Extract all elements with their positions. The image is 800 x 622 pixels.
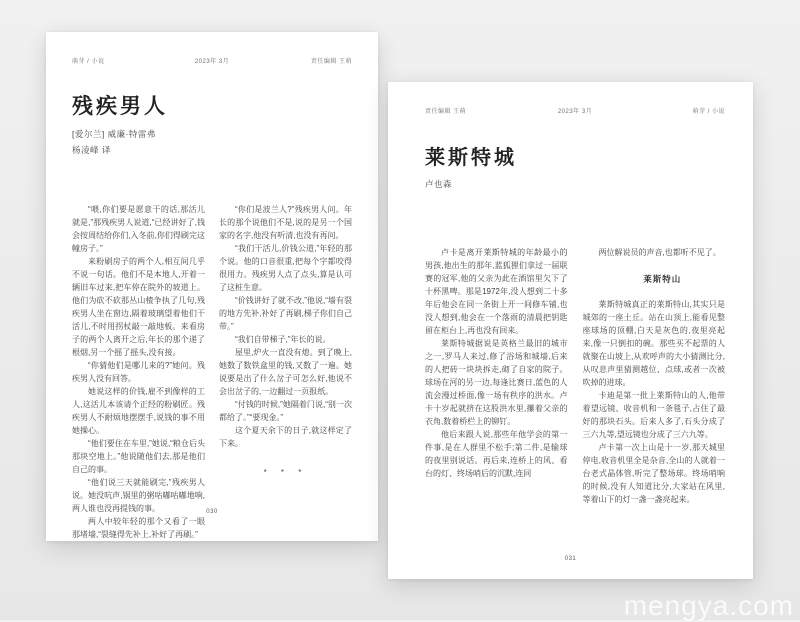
paragraph: “价钱讲好了就不改,”他说,“墙有裂的地方先补,补好了再刷,梯子你们自己带。” (219, 296, 352, 332)
section-label: 萌芽 / 小说 (692, 109, 725, 115)
paragraph: 这个夏天余下的日子,就这样定了下来。 (219, 426, 352, 449)
page-left-content (46, 32, 378, 541)
body-columns (425, 246, 725, 506)
paragraph: 莱斯特城据说是英格兰最旧的城市之一,罗马人来过,修了浴场和城墙,后来的人把砖一块块拆走,砌了自家的院子。球场在河的另一边,每逢比赛日,蓝色的人流会漫过桥面,像一场有秩序的洪水。卢卡十岁起就挤在这股洪水里,攥着父亲的衣角,数着桥栏上的铆钉。 (425, 339, 568, 426)
issue-date: 2023年 3月 (557, 109, 593, 115)
paragraph: “你猜他们是哪儿来的?”她问。残疾男人没有回答。 (72, 361, 205, 384)
paragraph: 两位解说员的声音,也都听不见了。 (598, 248, 721, 257)
asterisk-separator: * * * (263, 468, 308, 478)
paragraph: 屋里,炉火一直没有熄。到了晚上,她数了数铁盒里的钱,又数了一遍。她说要是出了什么岔子可怎么好,他说不会出岔子的,一边翻过一页报纸。 (219, 348, 352, 397)
magazine-page-right (388, 82, 753, 579)
paragraph: 他后来跟人说,那些年他学会的第一件事,是在人群里不松手;第二件,是输球的夜里别说话。再后来,连桥上的风、看台的灯、终场哨后的沉默,连同 (425, 430, 568, 478)
running-head (72, 56, 352, 65)
text-column-1 (72, 203, 205, 541)
magazine-page-left (46, 32, 378, 541)
paragraph: 莱斯特城真正的莱斯特山,其实只是城郊的一座土丘。站在山顶上,能看见整座球场的顶棚,白天是灰色的,夜里亮起来,像一只倒扣的碗。那些买不起票的人就聚在山坡上,从欢呼声的大小猜测比分,从叹息声里猜测越位、点球,或者一次被吹掉的进球。 (582, 300, 725, 387)
text-column-2 (219, 203, 352, 541)
text-column-1 (425, 246, 568, 506)
paragraph: “我们干活儿,价钱公道,”年轻的那个说。他的口音很重,把每个字都咬得很用力。残疾男人点了点头,算是认可了这桩生意。 (219, 244, 352, 293)
page-right-content (388, 82, 753, 579)
story-author: 卢也森 (425, 179, 453, 189)
section-label: 萌芽 / 小说 (72, 59, 105, 65)
paragraph: 卢卡是离开莱斯特城的年龄最小的男孩,他出生的那年,蓝狐狸们拿过一届联赛的冠军,他的父亲为此在酒馆里欠下了十杯黑啤。那是1972年,没人想到二十多年后他会在同一条街上开一间修车铺,也没人想到,他会在一个落雨的清晨把钥匙留在柜台上,再也没有回来。 (425, 248, 568, 335)
site-watermark: mengya.com (623, 590, 794, 621)
paragraph: 两人中较年轻的那个又看了一眼那堵墙,“裂缝得先补上,补好了再刷。” (72, 517, 205, 540)
page-number: 030 (206, 509, 218, 515)
paragraph: “他们要住在车里,”她说,“粮仓后头那块空地上。”他说随他们去,那是他们自己的事。 (72, 439, 205, 475)
story-title: 莱斯特城 (425, 147, 517, 169)
page-number: 031 (564, 556, 577, 562)
paragraph: “他们说三天就能刷完,”残疾男人说。她没吭声,锅里的粥咕嘟咕嘟地响,两人谁也没再提钱的事。 (72, 478, 205, 514)
paragraph: 卢卡第一次上山是十一岁,那天城里停电,收音机里全是杂音,全山的人就着一台老式晶体管,听完了整场球。终场哨响的时候,没有人知道比分,大家站在风里,等着山下的灯一盏一盏亮起来。 (582, 443, 725, 504)
story-title: 残疾男人 (72, 95, 168, 118)
paragraph: 来粉刷房子的两个人,相互间几乎不说一句话。他们不是本地人,开着一辆旧车过来,把车停在院外的坡道上。他们为砍不砍那丛山楂争执了几句,残疾男人坐在窗边,隔着玻璃望着他们干活儿,不时用拐杖敲一敲地板。来看房子的两个人离开之后,年长的那个递了根烟,另一个摇了摇头,没有接。 (72, 257, 205, 358)
paragraph: “你们是波兰人?”残疾男人问。年长的那个说他们不是,说的是另一个国家的名字,他没有听清,也没有再问。 (219, 205, 352, 241)
issue-date: 2023年 3月 (194, 59, 230, 65)
story-translator: 杨凌峰 译 (72, 145, 111, 156)
editor-credit: 责任编辑 王萌 (425, 109, 467, 115)
story-byline: [爱尔兰] 威廉·特雷弗 (72, 129, 156, 140)
section-subhead: 莱斯特山 (643, 274, 682, 284)
running-head (425, 106, 725, 115)
paragraph: 她说这样的价钱,雇不到像样的工人,这活儿本该请个正经的粉刷匠。残疾男人不耐烦地摆摆手,说钱的事不用她操心。 (72, 387, 205, 436)
paragraph: “喂,你们要是愿意干的话,那活儿就是,”那残疾男人说道,“已经讲好了,钱会按周结给你们,入冬前,你们得刷完这幢房子。” (72, 205, 205, 254)
text-column-2 (583, 246, 726, 506)
paragraph: “我们自带梯子,”年长的说。 (235, 335, 331, 345)
paragraph: “付钱的时候,”她隔着门说,“别一次都给了。”“要现金。” (219, 400, 352, 423)
paragraph: 卡迪是第一批上莱斯特山的人,他带着望远镜、收音机和一条毯子,占住了最好的那块石头。后来人多了,石头分成了三六九等,望远镜也分成了三六九等。 (582, 391, 725, 439)
editor-credit: 责任编辑 王萌 (310, 59, 352, 65)
body-columns (72, 203, 352, 541)
